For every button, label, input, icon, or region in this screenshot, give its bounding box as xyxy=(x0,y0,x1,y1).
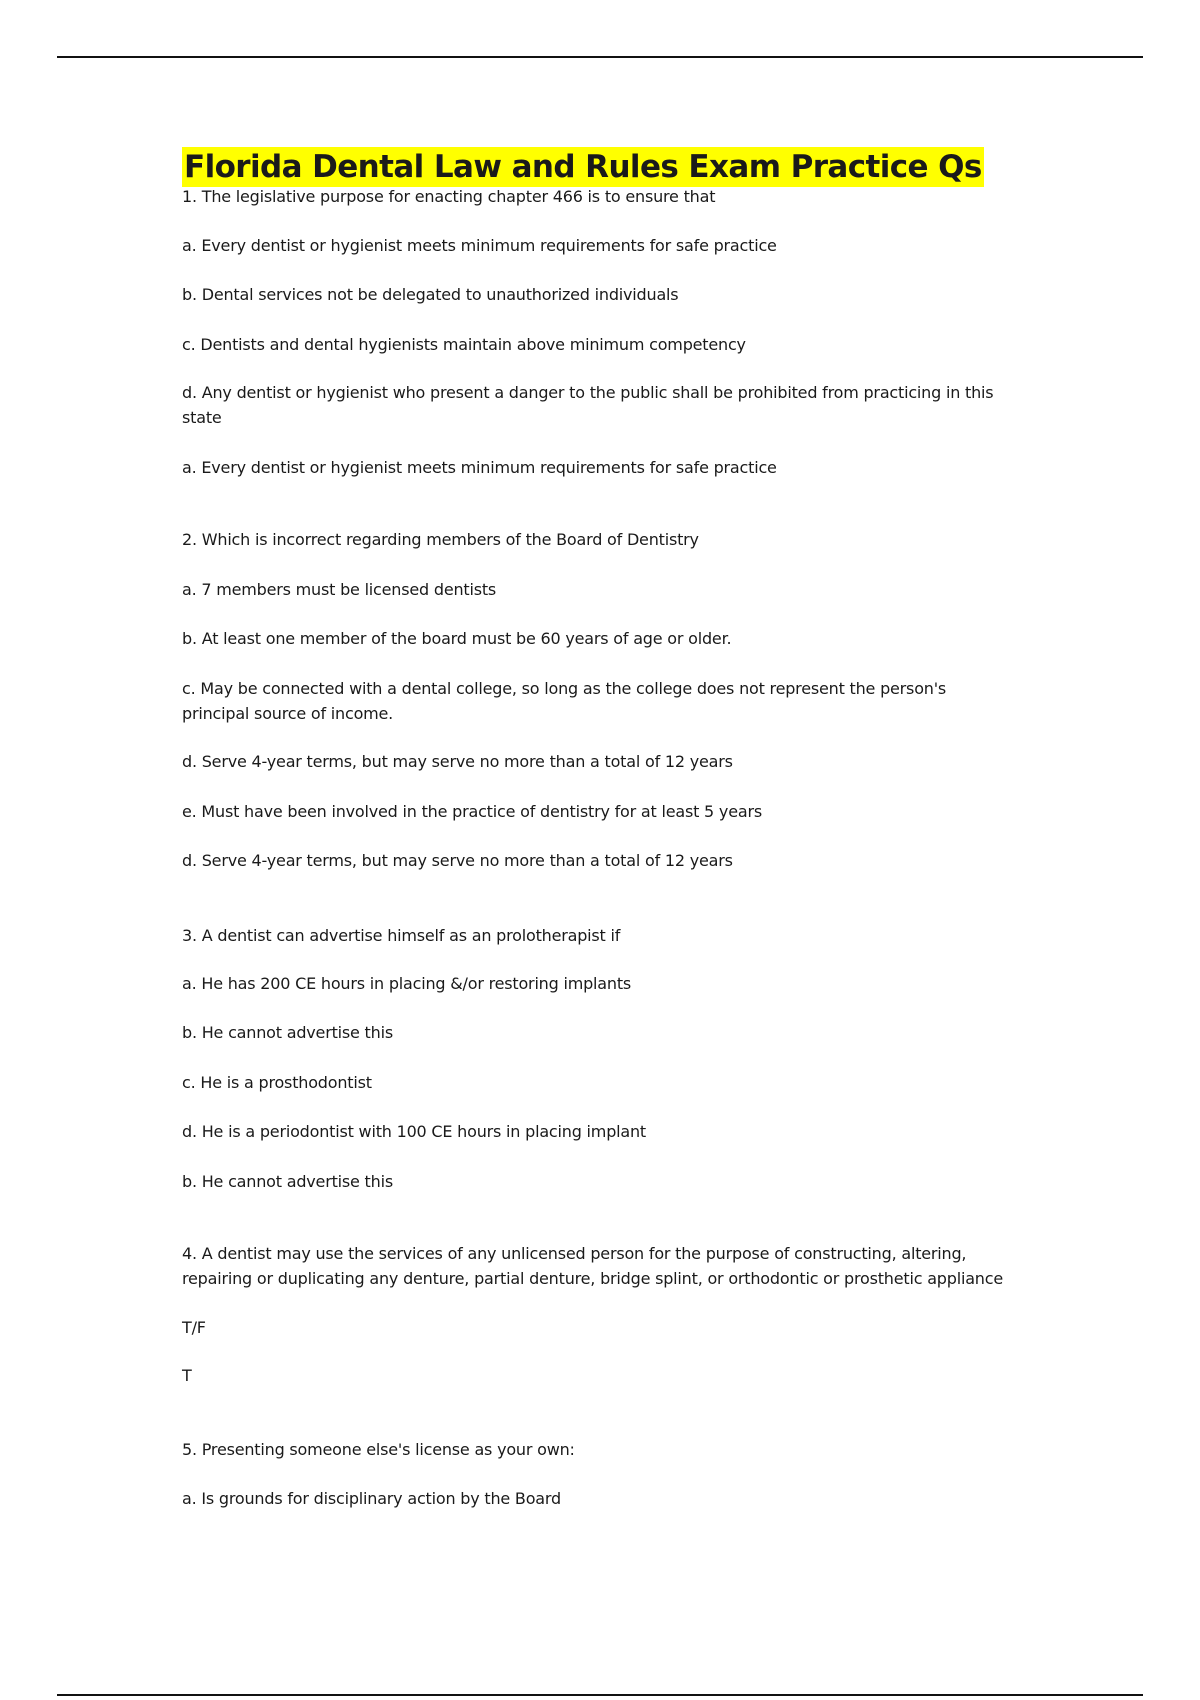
question-1-option-c: c. Dentists and dental hygienists maintain above minimum competency xyxy=(182,335,746,354)
question-3-prompt: 3. A dentist can advertise himself as an prolotherapist if xyxy=(182,926,621,945)
question-2-option-d: d. Serve 4-year terms, but may serve no more than a total of 12 years xyxy=(182,752,733,771)
question-2-option-a: a. 7 members must be licensed dentists xyxy=(182,580,497,599)
question-1-prompt: 1. The legislative purpose for enacting chapter 466 is to ensure that xyxy=(182,187,716,206)
question-4-prompt: 4. A dentist may use the services of any unlicensed person for the purpose of constructing, altering, repairing or duplicating any denture, partial denture, bridge splint, or orthodontic or prosthetic appliance xyxy=(182,1244,1003,1288)
question-2-prompt: 2. Which is incorrect regarding members of the Board of Dentistry xyxy=(182,530,699,549)
question-3-option-c: c. He is a prosthodontist xyxy=(182,1073,372,1092)
question-3-option-d: d. He is a periodontist with 100 CE hours in placing implant xyxy=(182,1122,647,1141)
question-4-answer: T xyxy=(182,1366,192,1385)
document-title: Florida Dental Law and Rules Exam Practice Qs xyxy=(184,149,982,185)
page-bottom-rule xyxy=(57,1694,1143,1696)
question-1-answer: a. Every dentist or hygienist meets minimum requirements for safe practice xyxy=(182,458,777,477)
question-3-option-a: a. He has 200 CE hours in placing &/or restoring implants xyxy=(182,974,632,993)
question-2-answer: d. Serve 4-year terms, but may serve no more than a total of 12 years xyxy=(182,851,733,870)
question-5-option-a: a. Is grounds for disciplinary action by the Board xyxy=(182,1489,561,1508)
document-body xyxy=(182,147,1012,1511)
question-1-option-b: b. Dental services not be delegated to unauthorized individuals xyxy=(182,285,679,304)
question-3-answer: b. He cannot advertise this xyxy=(182,1172,393,1191)
question-3-option-b: b. He cannot advertise this xyxy=(182,1023,393,1042)
question-2-option-b: b. At least one member of the board must be 60 years of age or older. xyxy=(182,629,732,648)
question-2-option-c: c. May be connected with a dental college, so long as the college does not represent the person's principal source of income. xyxy=(182,679,947,723)
question-4-option-tf: T/F xyxy=(182,1318,206,1337)
page-top-rule xyxy=(57,56,1143,58)
question-5-prompt: 5. Presenting someone else's license as your own: xyxy=(182,1440,575,1459)
question-1-option-d: d. Any dentist or hygienist who present a danger to the public shall be prohibited from practicing in this state xyxy=(182,383,994,427)
question-2-option-e: e. Must have been involved in the practice of dentistry for at least 5 years xyxy=(182,802,762,821)
question-1-option-a: a. Every dentist or hygienist meets minimum requirements for safe practice xyxy=(182,236,777,255)
